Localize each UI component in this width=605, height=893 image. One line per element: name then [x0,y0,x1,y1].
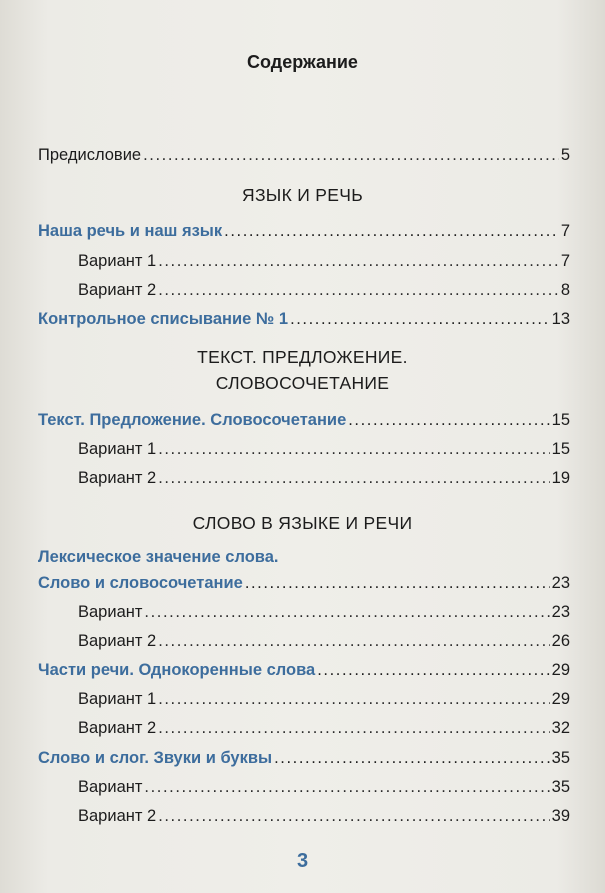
section-heading-text-line1: ТЕКСТ. ПРЕДЛОЖЕНИЕ. [197,347,408,367]
entry-label: Наша речь и наш язык [38,222,223,240]
entry-label: Слово и слог. Звуки и буквы [38,749,273,767]
dot-leader [158,281,559,300]
dot-leader [144,603,549,622]
dot-leader [158,252,559,271]
entry-page: 29 [551,661,570,679]
toc-title: Содержание [247,52,358,72]
entry-page: 13 [551,310,570,328]
dot-leader [245,574,550,593]
entry-label: Вариант [78,778,143,796]
dot-leader [317,661,549,680]
toc-entry-chapter-line1[interactable]: Лексическое значение слова. [38,548,279,566]
toc-entry-variant[interactable] [78,690,570,709]
entry-label: Части речи. Однокоренные слова [38,661,316,679]
dot-leader [290,310,550,329]
dot-leader [143,146,559,165]
dot-leader [224,222,559,241]
entry-page: 39 [551,807,570,825]
dot-leader [158,807,549,826]
entry-page: 15 [551,440,570,458]
toc-entry-variant[interactable] [78,719,570,738]
entry-page: 5 [560,146,570,164]
toc-entry-variant[interactable] [78,807,570,826]
toc-entry-chapter[interactable] [38,661,570,680]
toc-entry-preface[interactable] [38,146,570,165]
entry-label: Контрольное списывание № 1 [38,310,289,328]
entry-page: 15 [551,411,570,429]
entry-label: Вариант 2 [78,281,157,299]
entry-page: 35 [551,749,570,767]
entry-label: Вариант 1 [78,252,157,270]
toc-entry-variant[interactable] [78,252,570,271]
entry-page: 32 [551,719,570,737]
section-heading-language: ЯЗЫК И РЕЧЬ [242,185,363,205]
toc-entry-variant[interactable] [78,469,570,488]
toc-entry-chapter[interactable] [38,411,570,430]
section-heading-word: СЛОВО В ЯЗЫКЕ И РЕЧИ [192,513,413,533]
entry-page: 23 [551,574,570,592]
entry-label: Вариант 1 [78,690,157,708]
section-heading-text-line2: СЛОВОСОЧЕТАНИЕ [215,373,390,393]
dot-leader [158,690,549,709]
toc-entry-chapter[interactable] [38,749,570,768]
entry-label: Вариант 2 [78,719,157,737]
entry-page: 26 [551,632,570,650]
entry-page: 35 [551,778,570,796]
toc-entry-variant[interactable] [78,778,570,797]
entry-page: 8 [560,281,570,299]
entry-label: Вариант 2 [78,632,157,650]
entry-page: 7 [560,222,570,240]
dot-leader [158,632,549,651]
dot-leader [158,440,549,459]
dot-leader [348,411,549,430]
entry-label: Предисловие [38,146,142,164]
entry-label: Текст. Предложение. Словосочетание [38,411,347,429]
dot-leader [274,749,550,768]
entry-page: 19 [551,469,570,487]
toc-entry-variant[interactable] [78,603,570,622]
page-number: 3 [296,850,309,872]
toc-entry-variant[interactable] [78,440,570,459]
entry-label: Слово и словосочетание [38,574,243,592]
dot-leader [158,719,549,738]
dot-leader [144,778,549,797]
toc-entry-chapter[interactable] [38,222,570,241]
toc-entry-chapter[interactable] [38,310,570,329]
toc-entry-variant[interactable] [78,281,570,300]
entry-label: Вариант [78,603,143,621]
toc-entry-variant[interactable] [78,632,570,651]
entry-page: 29 [551,690,570,708]
toc-entry-chapter[interactable] [38,574,570,593]
entry-label: Вариант 2 [78,807,157,825]
entry-page: 7 [560,252,570,270]
entry-label: Вариант 1 [78,440,157,458]
entry-label: Вариант 2 [78,469,157,487]
dot-leader [158,469,549,488]
entry-page: 23 [551,603,570,621]
